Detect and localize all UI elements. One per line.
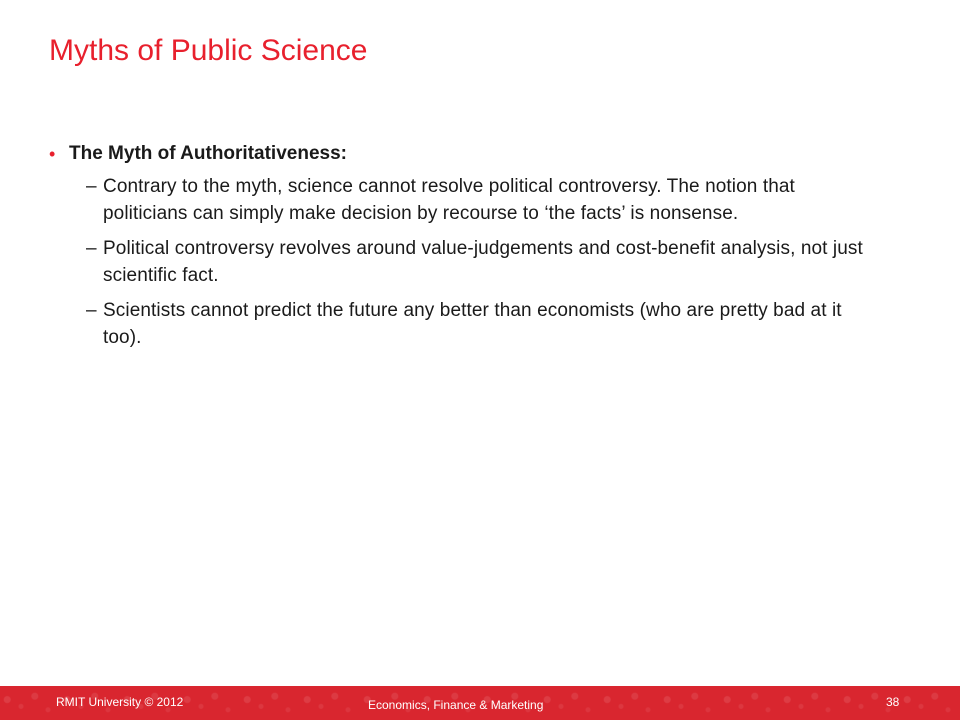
dash-marker: – — [86, 238, 97, 259]
bullet-item — [49, 140, 909, 168]
sub-point-list — [86, 173, 878, 351]
dash-marker: – — [86, 176, 97, 197]
dash-marker: – — [86, 300, 97, 321]
footer-department: Economics, Finance & Marketing — [368, 698, 544, 712]
sub-point-text: Contrary to the myth, science cannot resolve political controversy. The notion that politicians can simply make decision by recourse to ‘the facts’ is nonsense. — [103, 176, 795, 224]
slide-content — [49, 140, 909, 359]
bullet-heading: The Myth of Authoritativeness: — [69, 143, 347, 164]
sub-point — [86, 173, 878, 227]
sub-point-text: Political controversy revolves around value-judgements and cost-benefit analysis, not just scientific fact. — [103, 238, 863, 286]
sub-point — [86, 235, 878, 289]
sub-point — [86, 297, 878, 351]
page-number: 38 — [886, 695, 900, 709]
sub-point-text: Scientists cannot predict the future any better than economists (who are pretty bad at it too). — [103, 300, 842, 348]
footer-copyright: RMIT University © 2012 — [56, 695, 184, 709]
bullet-dot-icon: • — [49, 144, 56, 164]
footer-bar — [0, 686, 960, 720]
slide-title: Myths of Public Science — [49, 34, 368, 67]
